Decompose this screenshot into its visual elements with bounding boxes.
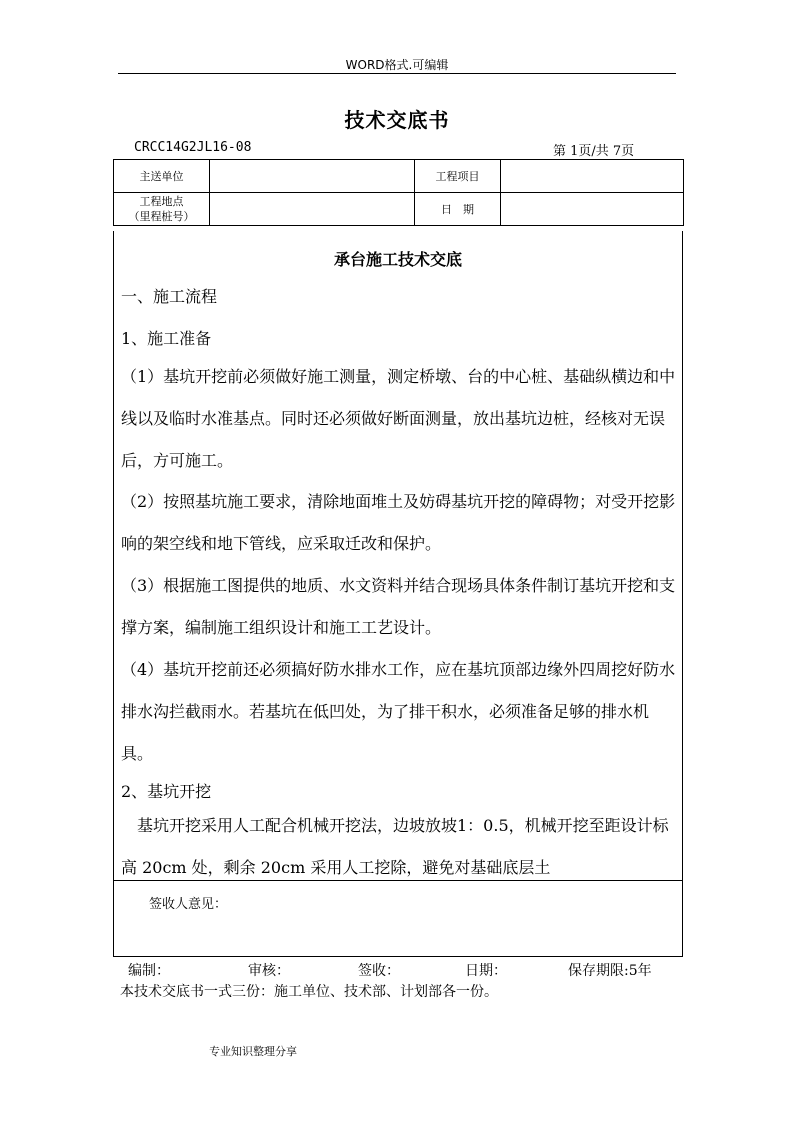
date-field[interactable] (501, 193, 684, 226)
review-label: 审核： (248, 963, 290, 979)
location-label (114, 193, 210, 226)
recipient-field[interactable] (210, 160, 415, 193)
paragraph-5: 基坑开挖采用人工配合机械开挖法，边坡放坡1：0.5，机械开挖至距设计标高 20cm 处，剩余 20cm 采用人工挖除，避免对基础底层土 (121, 816, 669, 877)
paragraph-2: （2）按照基坑施工要求，清除地面堆土及妨碍基坑开挖的障碍物；对受开挖影响的架空线和地下管线，应采取迁改和保护。 (121, 492, 676, 553)
paragraph-3: （3）根据施工图提供的地质、水文资料并结合现场具体条件制订基坑开挖和支撑方案，编制施工组织设计和施工工艺设计。 (121, 576, 676, 637)
location-label-line1: 工程地点 (139, 195, 184, 208)
heading-process: 一、施工流程 (121, 287, 218, 306)
heading-excavation: 2、基坑开挖 (121, 782, 212, 801)
document-code: CRCC14G2JL16-08 (134, 140, 252, 155)
footer-signatures (124, 960, 672, 980)
sign-label: 签收： (358, 963, 400, 979)
location-label-line2: （里程桩号） (128, 210, 195, 223)
bottom-note: 专业知识整理分享 (209, 1045, 297, 1058)
paragraph-4: （4）基坑开挖前还必须搞好防水排水工作，应在基坑顶部边缘外四周挖好防水排水沟拦截雨水。若基坑在低凹处，为了排干积水，必须准备足够的排水机具。 (121, 660, 676, 763)
page-header: WORD格式.可编辑 (345, 58, 449, 72)
paragraph-1: （1）基坑开挖前必须做好施工测量，测定桥墩、台的中心桩、基础纵横边和中线以及临时水准基点。同时还必须做好断面测量，放出基坑边桩，经核对无误后，方可施工。 (121, 367, 676, 470)
project-field[interactable] (501, 160, 684, 193)
signer-opinion-label: 签收人意见： (149, 897, 228, 912)
retention-label: 保存期限:5年 (568, 963, 652, 979)
table-row (114, 160, 684, 193)
section-title: 承台施工技术交底 (333, 250, 462, 269)
date-footer-label: 日期： (465, 963, 507, 979)
compile-label: 编制： (128, 963, 170, 979)
heading-preparation: 1、施工准备 (121, 329, 212, 348)
content-box (113, 231, 683, 957)
page-number: 第 1页/共 7页 (553, 144, 635, 159)
recipient-label: 主送单位 (114, 160, 210, 193)
info-table (113, 159, 684, 226)
table-row (114, 193, 684, 226)
header-divider (118, 73, 676, 74)
date-label: 日 期 (415, 193, 501, 226)
document-title: 技术交底书 (344, 108, 450, 132)
signer-divider (114, 880, 682, 881)
copies-note: 本技术交底书一式三份：施工单位、技术部、计划部各一份。 (120, 984, 498, 1000)
location-field[interactable] (210, 193, 415, 226)
project-label: 工程项目 (415, 160, 501, 193)
